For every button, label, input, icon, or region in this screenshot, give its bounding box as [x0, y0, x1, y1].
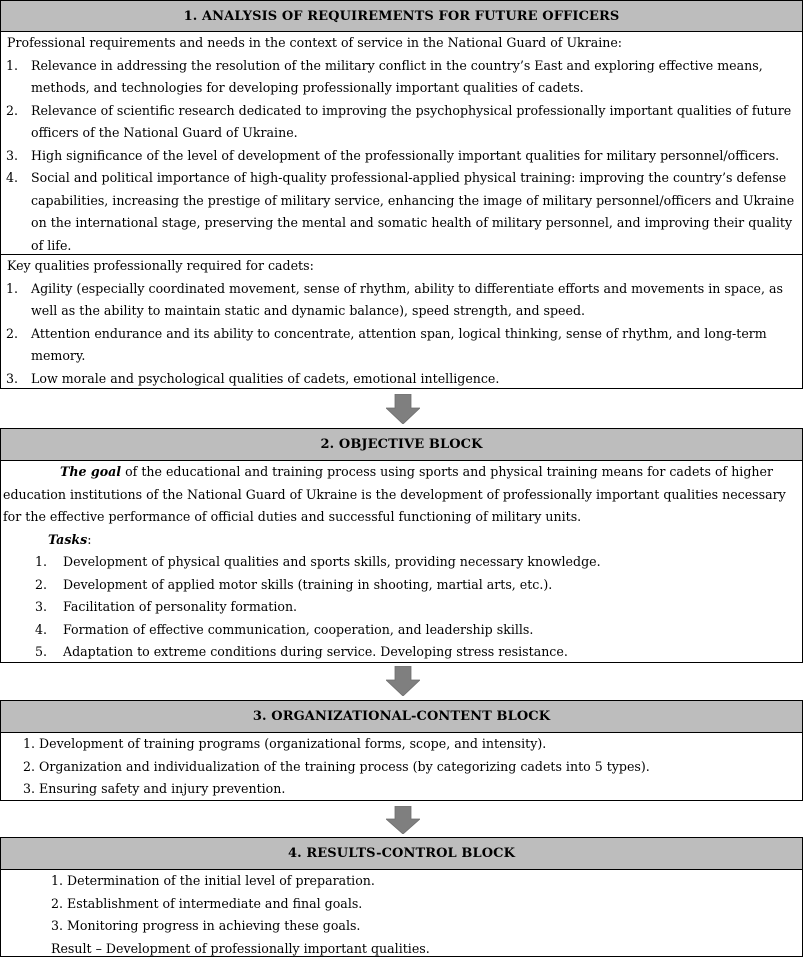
item-text: Adaptation to extreme conditions during service. Developing stress resistance.	[63, 644, 568, 659]
item-number: 2.	[35, 576, 48, 592]
list-item	[35, 551, 802, 574]
block-3-title	[1, 701, 802, 733]
result-line: Result – Development of professionally important qualities.	[51, 940, 430, 956]
goal-paragraph	[1, 461, 802, 529]
block-1-title	[1, 1, 802, 32]
list-item	[5, 100, 798, 145]
block-4-title-text: 4. RESULTS-CONTROL BLOCK	[287, 846, 516, 861]
list-item: 3. Ensuring safety and injury prevention.	[23, 781, 286, 796]
item-text: Development of applied motor skills (training in shooting, martial arts, etc.).	[63, 576, 553, 592]
list-item	[5, 323, 798, 368]
key-qualities-section	[1, 254, 802, 390]
block-2-title-text: 2. OBJECTIVE BLOCK	[320, 437, 483, 452]
item-number: 1.	[6, 280, 19, 296]
item-number: 1.	[6, 57, 19, 73]
block-objective	[0, 428, 803, 663]
item-number: 2.	[6, 102, 19, 118]
tasks-label: Tasks	[48, 531, 88, 547]
item-text: Relevance in addressing the resolution of the military conflict in the country’s East and exploring effective means, methods, and technologies for developing professionally important qualities of cadets.	[31, 57, 763, 95]
block-4-title	[1, 838, 802, 870]
item-number: 3.	[6, 147, 19, 163]
item-text: Facilitation of personality formation.	[63, 599, 298, 614]
list-item	[5, 278, 798, 323]
item-number: 3.	[6, 370, 19, 386]
block-1-title-text: 1. ANALYSIS OF REQUIREMENTS FOR FUTURE OFFICERS	[183, 8, 620, 24]
section-intro: Professional requirements and needs in the context of service in the National Guard of Ukraine:	[7, 35, 623, 50]
item-number: 2.	[6, 325, 19, 341]
list-item: 1. Development of training programs (organizational forms, scope, and intensity).	[23, 736, 547, 751]
block-analysis-of-requirements	[0, 0, 803, 389]
list-item	[35, 641, 802, 664]
list-item	[5, 368, 798, 391]
block-3-title-text: 3. ORGANIZATIONAL-CONTENT BLOCK	[252, 709, 551, 724]
block-2-title	[1, 429, 802, 461]
list-item	[35, 574, 802, 597]
organizational-list	[1, 733, 802, 801]
down-arrow-icon	[386, 806, 420, 834]
goal-label: The goal	[60, 464, 122, 479]
list-item: 2. Establishment of intermediate and final goals.	[51, 895, 363, 911]
block-organizational-content	[0, 700, 803, 801]
block-results-control	[0, 837, 803, 957]
item-number: 1.	[35, 554, 48, 569]
list-item	[5, 145, 798, 168]
tasks-list	[1, 551, 802, 664]
down-arrow-icon	[386, 394, 420, 424]
tasks-heading	[1, 529, 802, 552]
list-item: 3. Monitoring progress in achieving these goals.	[51, 918, 361, 933]
item-text: Attention endurance and its ability to concentrate, attention span, logical thinking, sense of rhythm, and long-term memory.	[31, 325, 767, 363]
list-item: 2. Organization and individualization of the training process (by categorizing cadets into 5 types).	[23, 758, 650, 774]
item-text: Relevance of scientific research dedicated to improving the psychophysical professionally important qualities of future officers of the National Guard of Ukraine.	[31, 102, 792, 140]
key-qualities-list	[5, 278, 798, 391]
item-text: Agility (especially coordinated movement, sense of rhythm, ability to differentiate efforts and movements in space, as well as the ability to maintain static and dynamic balance), speed strength, and speed.	[31, 280, 783, 318]
professional-requirements-section	[1, 32, 802, 254]
item-text: Development of physical qualities and sports skills, providing necessary knowledge.	[63, 554, 601, 569]
item-number: 5.	[35, 644, 48, 659]
item-text: Social and political importance of high-quality professional-applied physical training: improving the country’s defense capabilities, increasing the prestige of military service, enhancing the image of military personnel/officers and Ukraine on the international stage, preserving the mental and somatic health of military personnel, and improving their quality of life.	[31, 170, 795, 253]
goal-text: of the educational and training process using sports and physical training means for cadets of higher education institutions of the National Guard of Ukraine is the development of professionally important qualities necessary for the effective performance of official duties and successful functioning of military units.	[3, 464, 786, 524]
section-intro: Key qualities professionally required for cadets:	[7, 258, 314, 273]
list-item	[35, 596, 802, 619]
item-number: 4.	[35, 621, 48, 637]
item-number: 3.	[35, 599, 48, 614]
tasks-colon: :	[87, 531, 92, 547]
down-arrow-icon	[386, 666, 420, 696]
item-number: 4.	[6, 170, 19, 185]
results-control-list	[1, 870, 802, 957]
item-text: Formation of effective communication, cooperation, and leadership skills.	[63, 621, 534, 637]
item-text: Low morale and psychological qualities of cadets, emotional intelligence.	[31, 370, 500, 386]
item-text: High significance of the level of development of the professionally important qualities for military personnel/officers.	[31, 147, 780, 163]
list-item	[35, 619, 802, 642]
list-item	[5, 55, 798, 100]
list-item: 1. Determination of the initial level of preparation.	[51, 873, 375, 888]
requirements-list	[5, 55, 798, 258]
list-item	[5, 167, 798, 257]
